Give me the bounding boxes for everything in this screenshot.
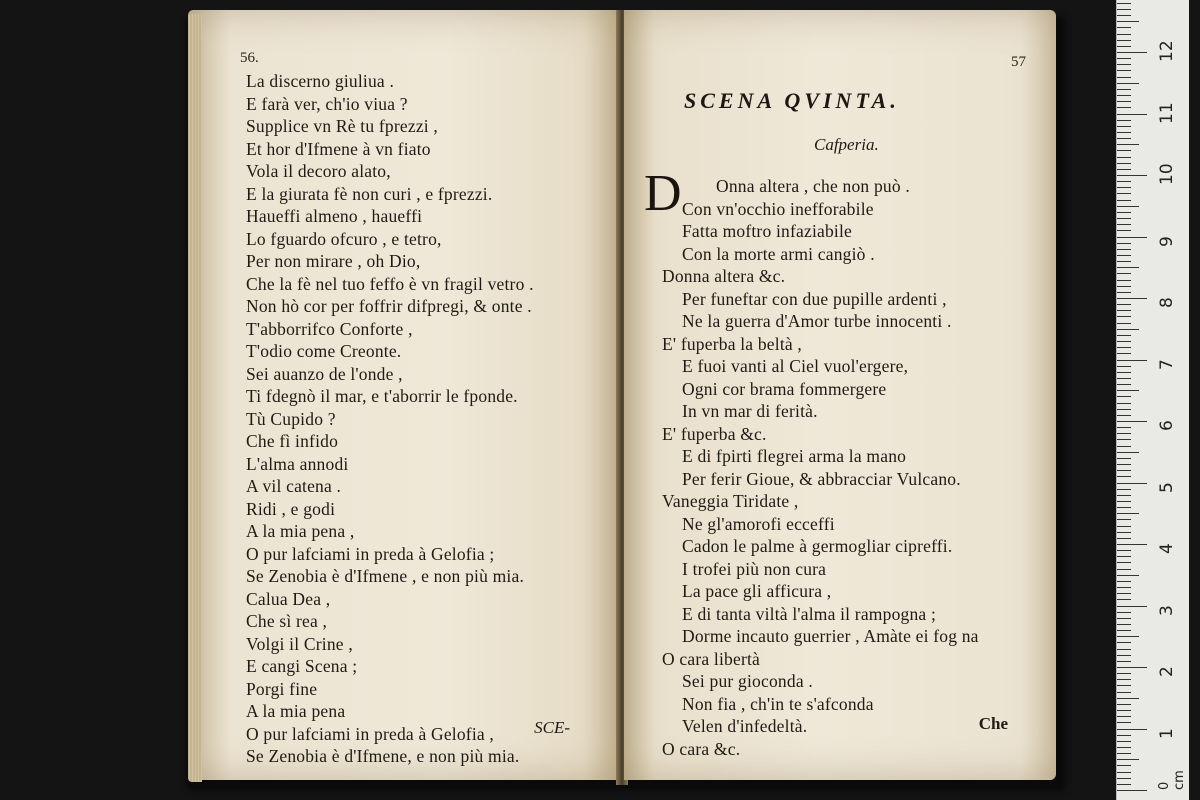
left-page-line: Calua Dea , <box>246 588 331 609</box>
ruler-tick <box>1117 107 1131 108</box>
ruler-tick <box>1117 556 1131 557</box>
ruler-tick <box>1117 636 1139 637</box>
ruler-label: 5 <box>1157 481 1177 493</box>
ruler-tick <box>1117 224 1131 225</box>
right-page-line: Con vn'occhio inefforabile <box>682 198 874 219</box>
ruler-tick <box>1117 765 1131 766</box>
ruler-tick <box>1117 790 1147 791</box>
ruler-tick <box>1117 698 1139 699</box>
left-page-line: Lo fguardo ofcuro , e tetro, <box>246 228 442 249</box>
ruler-tick <box>1117 46 1131 47</box>
ruler-tick <box>1117 58 1131 59</box>
ruler-tick <box>1117 729 1147 730</box>
ruler-tick <box>1117 316 1131 317</box>
left-page-line: Supplice vn Rè tu fprezzi , <box>246 116 439 136</box>
ruler-tick <box>1117 538 1131 539</box>
ruler-tick <box>1117 163 1131 164</box>
ruler-tick <box>1117 612 1131 613</box>
ruler-label: 6 <box>1157 420 1177 431</box>
ruler-tick <box>1117 667 1147 668</box>
ruler-tick <box>1117 550 1131 551</box>
right-page-line: I trofei più non cura <box>682 558 827 579</box>
ruler-tick <box>1117 40 1131 41</box>
right-page-line: Per funeftar con due pupille ardenti , <box>682 288 947 309</box>
ruler-tick <box>1117 206 1139 207</box>
speaker-name: Cafperia. <box>814 135 879 154</box>
ruler-tick <box>1117 722 1131 723</box>
ruler-tick <box>1117 692 1131 693</box>
ruler-tick <box>1117 661 1131 662</box>
left-page-line: Tù Cupido ? <box>246 408 336 429</box>
ruler-tick <box>1117 390 1139 391</box>
ruler-tick <box>1117 353 1131 354</box>
open-book <box>180 10 1065 788</box>
ruler-tick <box>1117 618 1131 619</box>
ruler-tick <box>1117 562 1131 563</box>
left-page-line: Volgi il Crine , <box>246 633 353 654</box>
ruler-tick <box>1117 181 1131 182</box>
ruler-tick <box>1117 452 1139 453</box>
ruler-tick <box>1117 581 1131 582</box>
ruler-tick <box>1117 489 1131 490</box>
ruler-tick <box>1117 101 1131 102</box>
right-page-line: Con la morte armi cangiò . <box>682 243 875 264</box>
ruler-label: 2 <box>1157 666 1177 677</box>
ruler-tick <box>1117 403 1131 404</box>
measuring-ruler <box>1116 0 1189 800</box>
ruler-tick <box>1117 70 1131 71</box>
ruler-label: 11 <box>1157 101 1177 124</box>
ruler-tick <box>1117 77 1131 78</box>
ruler-tick <box>1117 341 1131 342</box>
ruler-tick <box>1117 335 1131 336</box>
ruler-tick <box>1117 544 1147 545</box>
left-page-line: Ti fdegnò il mar, e t'aborrir le fponde. <box>246 386 518 406</box>
left-page-line: Non hò cor per foffrir difpregi, & onte . <box>246 296 532 316</box>
ruler-tick <box>1117 310 1131 311</box>
ruler-tick <box>1117 144 1139 145</box>
ruler-tick <box>1117 593 1131 594</box>
right-page-line: O cara &c. <box>662 738 741 759</box>
ruler-tick <box>1117 784 1131 785</box>
ruler-tick <box>1117 329 1139 330</box>
ruler-tick <box>1117 3 1131 4</box>
ruler-tick <box>1117 396 1131 397</box>
ruler-tick <box>1117 685 1131 686</box>
ruler-tick <box>1117 21 1139 22</box>
ruler-tick <box>1117 439 1131 440</box>
ruler-tick <box>1117 710 1131 711</box>
ruler-tick <box>1117 599 1131 600</box>
ruler-tick <box>1117 298 1147 299</box>
right-page-line: Dorme incauto guerrier , Amàte ei fog na <box>682 626 979 646</box>
right-page-line: Fatta moftro infaziabile <box>682 221 853 241</box>
right-page-line: In vn mar di ferità. <box>682 401 818 421</box>
left-page-line: A la mia pena <box>246 701 346 721</box>
ruler-tick <box>1117 286 1131 287</box>
left-page-line: E la giurata fè non curi , e fprezzi. <box>246 183 493 204</box>
right-page-line: E fuoi vanti al Ciel vuol'ergere, <box>682 356 909 376</box>
left-page-number: 56. <box>240 50 259 66</box>
left-page-line: A vil catena . <box>246 476 342 496</box>
ruler-tick <box>1117 280 1131 281</box>
ruler-tick <box>1117 292 1131 293</box>
ruler-tick <box>1117 64 1131 65</box>
ruler-tick <box>1117 95 1131 96</box>
ruler-tick <box>1117 9 1131 10</box>
ruler-tick <box>1117 642 1131 643</box>
ruler-tick <box>1117 187 1131 188</box>
ruler-label: 12 <box>1157 40 1177 62</box>
ruler-tick <box>1117 378 1131 379</box>
right-page-line: Vaneggia Tiridate , <box>662 491 799 511</box>
left-page-line: Che fì infido <box>246 431 339 451</box>
ruler-tick <box>1117 409 1131 410</box>
left-page-line: Per non mirare , oh Dio, <box>246 251 421 271</box>
left-page-line: E farà ver, ch'io viua ? <box>246 93 408 114</box>
ruler-tick <box>1117 606 1147 607</box>
ruler-tick <box>1117 526 1131 527</box>
left-page-line: Che sì rea , <box>246 611 328 631</box>
right-page-line: E di tanta viltà l'alma il rampogna ; <box>682 603 937 624</box>
ruler-tick <box>1117 323 1131 324</box>
ruler-tick <box>1117 569 1131 570</box>
ruler-tick <box>1117 261 1131 262</box>
ruler-label: 9 <box>1157 235 1177 247</box>
ruler-tick <box>1117 587 1131 588</box>
ruler-tick <box>1117 193 1131 194</box>
ruler-tick <box>1117 759 1139 760</box>
ruler-tick <box>1117 372 1131 373</box>
right-page-line: Ne gl'amorofi ecceffi <box>682 513 835 534</box>
right-page-line: Non fia , ch'in te s'afconda <box>682 693 874 714</box>
ruler-tick <box>1117 575 1139 576</box>
ruler-tick <box>1117 34 1131 35</box>
left-page-line: O pur lafciami in preda à Gelofia , <box>246 723 495 744</box>
ruler-label: 1 <box>1157 727 1177 739</box>
ruler-tick <box>1117 169 1131 170</box>
ruler-tick <box>1117 273 1131 274</box>
right-page-line: E' fuperba la beltà , <box>662 333 802 354</box>
right-page-line: Velen d'infedeltà. <box>682 716 808 736</box>
ruler-label: 7 <box>1157 358 1177 370</box>
left-page-line: Ridi , e godi <box>246 498 336 519</box>
ruler-tick <box>1117 704 1131 705</box>
ruler-tick <box>1117 649 1131 650</box>
ruler-tick <box>1117 421 1147 422</box>
ruler-tick <box>1117 753 1131 754</box>
left-page-line: Haueffi almeno , haueffi <box>246 206 423 226</box>
ruler-unit-label: 0 cm <box>1157 770 1187 790</box>
ruler-tick <box>1117 735 1131 736</box>
ruler-label: 10 <box>1157 163 1177 185</box>
ruler-tick <box>1117 778 1131 779</box>
ruler-tick <box>1117 483 1147 484</box>
left-page-line: Et hor d'Ifmene à vn fiato <box>246 138 431 159</box>
ruler-tick <box>1117 772 1131 773</box>
ruler-tick <box>1117 501 1131 502</box>
left-page-line: E cangi Scena ; <box>246 656 358 676</box>
left-page-line: L'alma annodi <box>246 453 349 474</box>
ruler-tick <box>1117 519 1131 520</box>
ruler-tick <box>1117 366 1131 367</box>
left-page-line: Se Zenobia è d'Ifmene, e non più mia. <box>246 746 520 766</box>
right-page-line: Per ferir Gioue, & abbracciar Vulcano. <box>682 468 961 489</box>
scene-title: SCENA QVINTA. <box>684 88 900 113</box>
ruler-tick <box>1117 470 1131 471</box>
left-page-line: T'odio come Creonte. <box>246 341 402 361</box>
left-page-line: Porgi fine <box>246 678 318 699</box>
left-page-line: Vola il decoro alato, <box>246 161 391 181</box>
right-page-line: E di fpirti flegrei arma la mano <box>682 446 907 466</box>
ruler-tick <box>1117 630 1131 631</box>
ruler-tick <box>1117 747 1131 748</box>
ruler-tick <box>1117 360 1147 361</box>
right-page-number: 57 <box>1011 54 1026 70</box>
ruler-tick <box>1117 476 1131 477</box>
ruler-tick <box>1117 347 1131 348</box>
right-page-line: E' fuperba &c. <box>662 423 767 444</box>
left-page-line: Che la fè nel tuo feffo è vn fragil vetro . <box>246 273 534 294</box>
ruler-tick <box>1117 218 1131 219</box>
ruler-tick <box>1117 673 1131 674</box>
left-page-line: La discerno giuliua . <box>246 71 395 91</box>
ruler-tick <box>1117 532 1131 533</box>
ruler-tick <box>1117 446 1131 447</box>
right-page-line: Cadon le palme à germogliar cipreffi. <box>682 536 953 556</box>
right-page-line: Onna altera , che non può . <box>716 176 910 196</box>
ruler-tick <box>1117 304 1131 305</box>
right-page-line: O cara libertà <box>662 648 761 669</box>
left-page-line: O pur lafciami in preda à Gelofia ; <box>246 543 495 564</box>
page-edges <box>188 14 202 782</box>
ruler-tick <box>1117 464 1131 465</box>
ruler-tick <box>1117 267 1139 268</box>
ruler-tick <box>1117 716 1131 717</box>
ruler-tick <box>1117 132 1131 133</box>
ruler-tick <box>1117 249 1131 250</box>
ruler-tick <box>1117 150 1131 151</box>
right-page-line: Sei pur gioconda . <box>682 671 813 691</box>
ruler-tick <box>1117 126 1131 127</box>
ruler-tick <box>1117 679 1131 680</box>
right-page-line: La pace gli afficura , <box>682 581 832 601</box>
drop-cap: D <box>644 165 682 222</box>
left-page-line: T'abborrifco Conforte , <box>246 318 413 339</box>
right-page <box>624 10 1056 780</box>
ruler-label: 4 <box>1157 543 1177 554</box>
ruler-tick <box>1117 655 1131 656</box>
ruler-tick <box>1117 255 1131 256</box>
ruler-tick <box>1117 415 1131 416</box>
ruler-tick <box>1117 237 1147 238</box>
ruler-tick <box>1117 89 1131 90</box>
ruler-tick <box>1117 200 1131 201</box>
right-page-text <box>662 175 979 760</box>
ruler-tick <box>1117 507 1131 508</box>
left-page <box>188 10 618 780</box>
right-page-line: Donna altera &c. <box>662 266 786 286</box>
left-page-line: A la mia pena , <box>246 521 355 541</box>
ruler-tick <box>1117 741 1131 742</box>
ruler-tick <box>1117 384 1131 385</box>
ruler-label: 8 <box>1157 297 1177 308</box>
ruler-tick <box>1117 495 1131 496</box>
ruler-tick <box>1117 114 1147 115</box>
left-page-line: Se Zenobia è d'Ifmene , e non più mia. <box>246 566 525 586</box>
ruler-tick <box>1117 458 1131 459</box>
ruler-tick <box>1117 15 1131 16</box>
ruler-tick <box>1117 513 1139 514</box>
ruler-tick <box>1117 230 1131 231</box>
ruler-tick <box>1117 138 1131 139</box>
ruler-tick <box>1117 212 1131 213</box>
ruler-tick <box>1117 120 1131 121</box>
ruler-tick <box>1117 175 1147 176</box>
ruler-tick <box>1117 83 1139 84</box>
ruler-tick <box>1117 624 1131 625</box>
ruler-tick <box>1117 243 1131 244</box>
right-catchword: Che <box>978 714 1008 733</box>
left-page-line: Sei auanzo de l'onde , <box>246 363 403 384</box>
ruler-label: 3 <box>1157 604 1177 616</box>
ruler-tick <box>1117 52 1147 53</box>
ruler-tick <box>1117 27 1131 28</box>
left-catchword: SCE- <box>534 718 570 737</box>
ruler-tick <box>1117 157 1131 158</box>
ruler-tick <box>1117 427 1131 428</box>
right-page-line: Ogni cor brama fommergere <box>682 378 887 399</box>
left-page-text <box>246 70 534 768</box>
ruler-tick <box>1117 433 1131 434</box>
right-page-line: Ne la guerra d'Amor turbe innocenti . <box>682 311 952 331</box>
